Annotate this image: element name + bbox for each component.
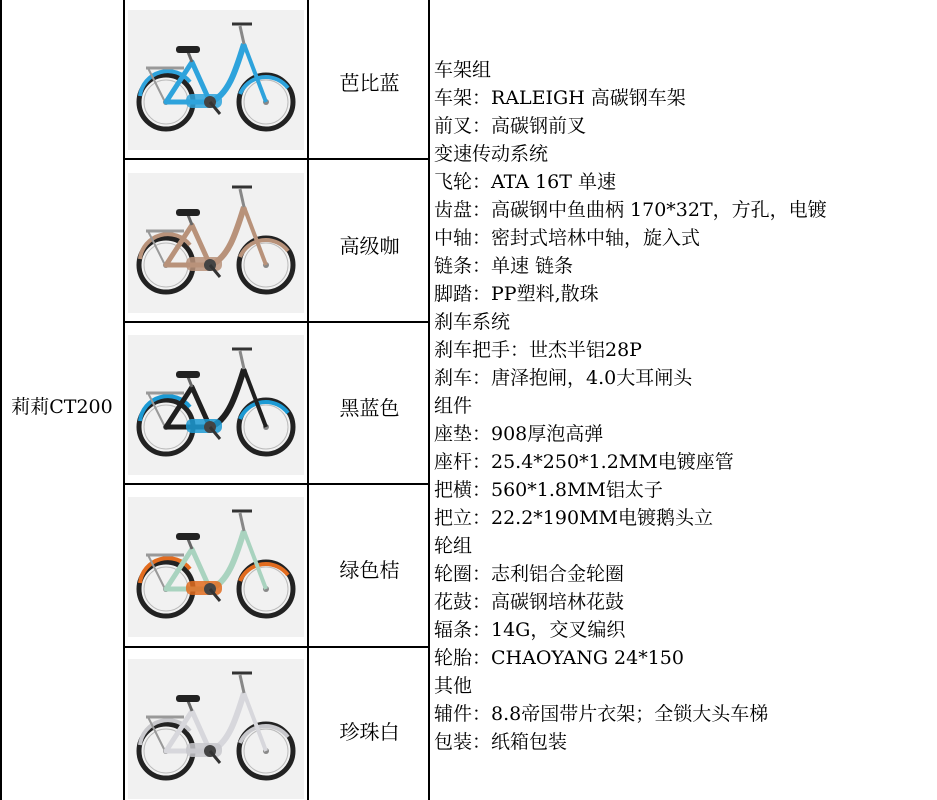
spec-line: 变速传动系统 (434, 143, 549, 165)
bike-image-pearl-white (128, 659, 304, 799)
spec-line: 座垫：908厚泡高弹 (434, 423, 604, 445)
bike-image-premium-coffee (128, 173, 304, 313)
row-divider (124, 483, 430, 485)
spec-line: 刹车系统 (434, 311, 511, 333)
spec-line: 把立：22.2*190MM电镀鹅头立 (434, 507, 713, 529)
spec-line: 花鼓：高碳钢培林花鼓 (434, 591, 625, 613)
spec-line: 前叉：高碳钢前叉 (434, 115, 587, 137)
model-name: 莉莉CT200 (11, 395, 113, 418)
spec-list (434, 56, 934, 756)
spec-line: 辐条：14G，交叉编织 (434, 619, 626, 641)
bike-image-barbie-blue (128, 10, 304, 150)
spec-line: 包装：纸箱包装 (434, 731, 568, 753)
spec-line: 轮圈：志利铝合金轮圈 (434, 563, 625, 585)
spec-line: 轮组 (434, 535, 473, 557)
spec-line: 辅件：8.8帝国带片衣架；全锁大头车梯 (434, 703, 769, 725)
row-divider (124, 158, 430, 160)
color-name: 珍珠白 (339, 719, 400, 744)
spec-line: 脚踏：PP塑料,散珠 (434, 283, 599, 305)
spec-line: 飞轮：ATA 16T 单速 (434, 171, 616, 193)
color-name: 黑蓝色 (339, 395, 400, 420)
color-name: 绿色桔 (339, 557, 400, 582)
spec-line: 刹车把手：世杰半铝28P (434, 339, 642, 361)
spec-line: 把横：560*1.8MM铝太子 (434, 479, 663, 501)
spec-line: 座杆：25.4*250*1.2MM电镀座管 (434, 451, 734, 473)
spec-line: 刹车：唐泽抱闸，4.0大耳闸头 (434, 367, 693, 389)
spec-line: 车架：RALEIGH 高碳钢车架 (434, 87, 686, 109)
table-border-color (428, 0, 430, 800)
color-name: 高级咖 (339, 233, 400, 258)
spec-line: 链条：单速 链条 (434, 255, 574, 277)
spec-line: 轮胎：CHAOYANG 24*150 (434, 647, 684, 669)
spec-line: 齿盘：高碳钢中鱼曲柄 170*32T，方孔，电镀 (434, 199, 827, 221)
bike-image-green-orange (128, 497, 304, 637)
spec-line: 其他 (434, 675, 473, 697)
row-divider (124, 321, 430, 323)
spec-line: 车架组 (434, 59, 492, 81)
spec-line: 中轴：密封式培林中轴，旋入式 (434, 227, 701, 249)
color-name: 芭比蓝 (339, 70, 400, 95)
row-divider (124, 646, 430, 648)
spec-line: 组件 (434, 395, 473, 417)
bike-image-black-blue (128, 335, 304, 475)
table-border-image (307, 0, 309, 800)
